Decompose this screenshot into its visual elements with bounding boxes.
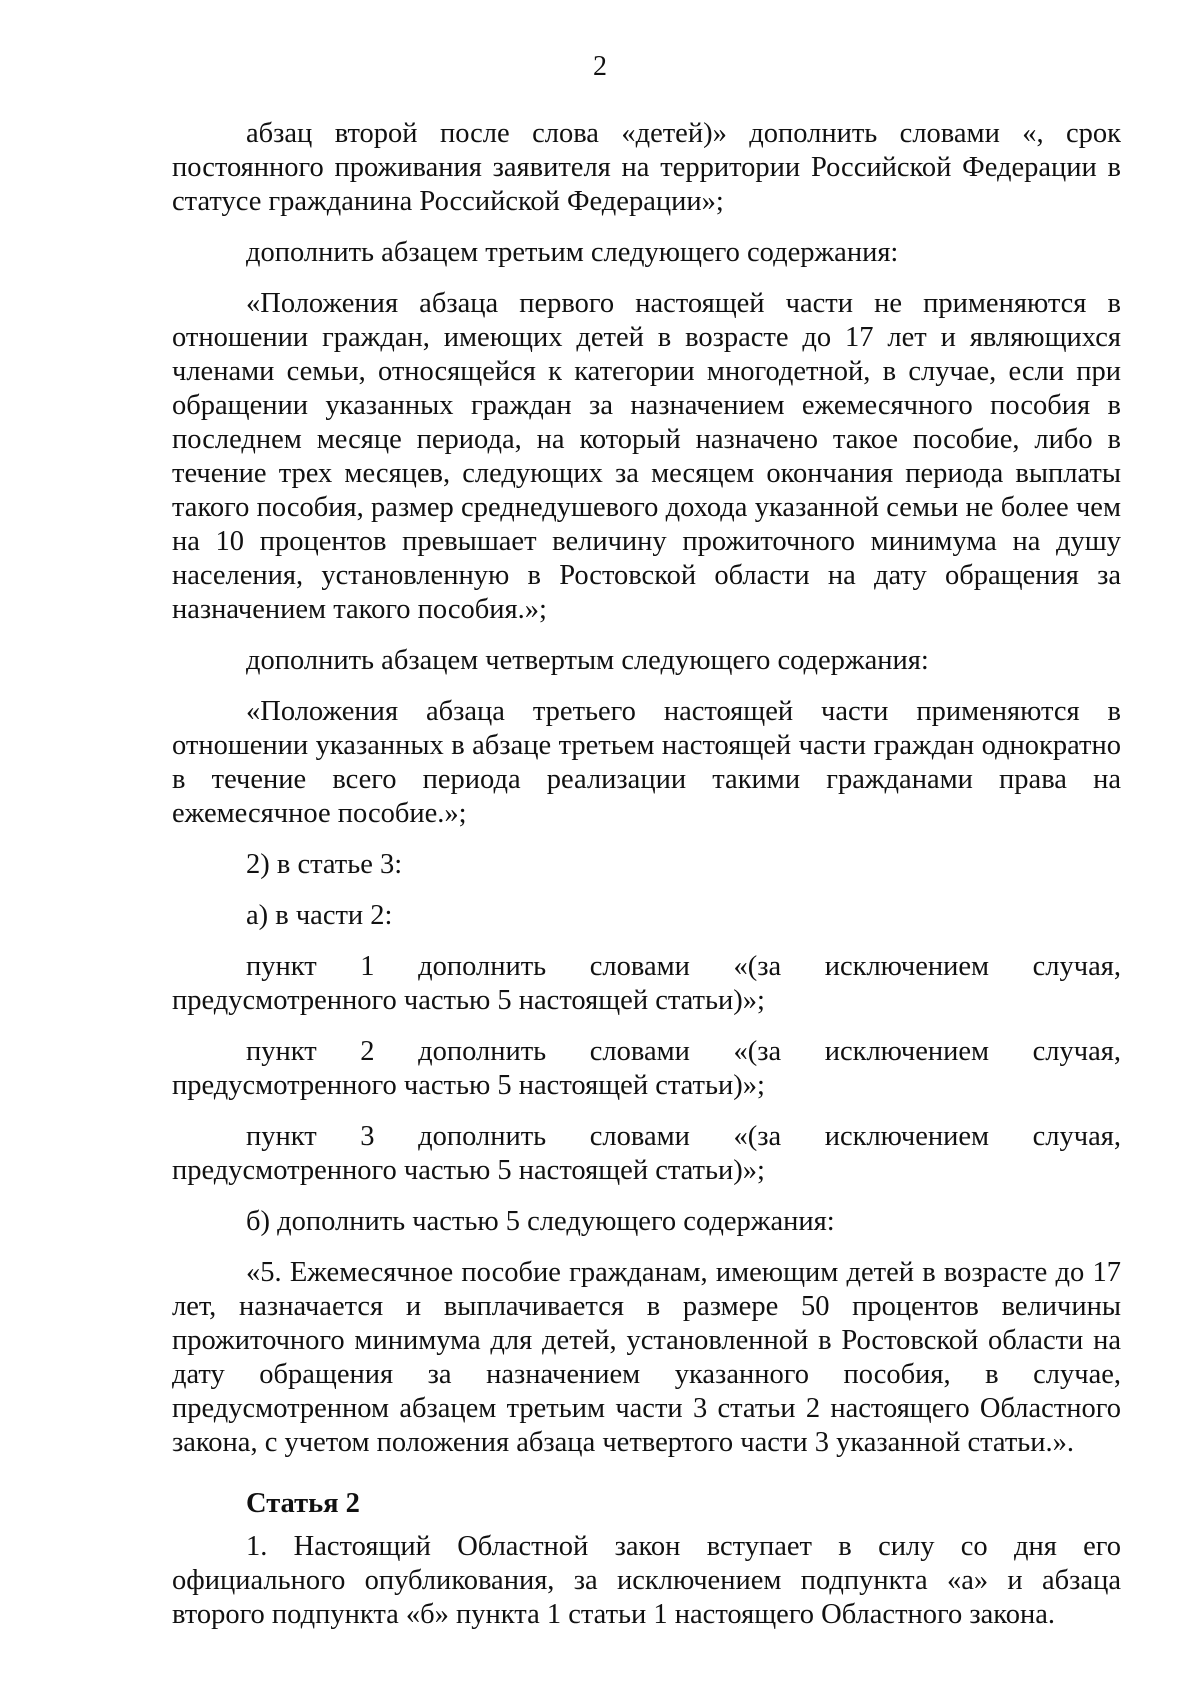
- paragraph: «5. Ежемесячное пособие гражданам, имеющим детей в возрасте до 17 лет, назначается и выплачивается в размере 50 процентов величины прожиточного минимума для детей, установленной в Ростовской области на дату обращения за назначением указанного пособия, в случае, предусмотренном абзацем третьим части 3 статьи 2 настоящего Областного закона, с учетом положения абзаца четвертого части 3 указанной статьи.».: [172, 1257, 1121, 1458]
- paragraph: дополнить абзацем третьим следующего содержания:: [246, 237, 899, 268]
- paragraph: 1. Настоящий Областной закон вступает в силу со дня его официального опубликования, за исключением подпункта «а» и абзаца второго подпункта «б» пункта 1 статьи 1 настоящего Областного закона.: [172, 1531, 1121, 1630]
- paragraph: «Положения абзаца первого настоящей части не применяются в отношении граждан, имеющих детей в возрасте до 17 лет и являющихся членами семьи, относящейся к категории многодетной, в случае, если при обращении указанных граждан за назначением ежемесячного пособия в последнем месяце периода, на который назначено такое пособие, либо в течение трех месяцев, следующих за месяцем окончания периода выплаты такого пособия, размер среднедушевого дохода указанной семьи не более чем на 10 процентов превышает величину прожиточного минимума на душу населения, установленную в Ростовской области на дату обращения за назначением такого пособия.»;: [172, 288, 1121, 625]
- page-number: 2: [593, 51, 607, 82]
- paragraph: «Положения абзаца третьего настоящей части применяются в отношении указанных в абзаце третьем настоящей части граждан однократно в течение всего периода реализации такими гражданами права на ежемесячное пособие.»;: [172, 696, 1121, 829]
- document-body: [172, 117, 1121, 1649]
- paragraph: а) в части 2:: [246, 900, 393, 931]
- paragraph: пункт 3 дополнить словами «(за исключением случая, предусмотренного частью 5 настоящей статьи)»;: [172, 1121, 1121, 1186]
- paragraph: пункт 1 дополнить словами «(за исключением случая, предусмотренного частью 5 настоящей статьи)»;: [172, 951, 1121, 1016]
- paragraph: б) дополнить частью 5 следующего содержания:: [246, 1206, 835, 1237]
- paragraph: пункт 2 дополнить словами «(за исключением случая, предусмотренного частью 5 настоящей статьи)»;: [172, 1036, 1121, 1101]
- paragraph: абзац второй после слова «детей)» дополнить словами «, срок постоянного проживания заявителя на территории Российской Федерации в статусе гражданина Российской Федерации»;: [172, 118, 1121, 217]
- article-heading: Статья 2: [246, 1488, 360, 1519]
- paragraph: 2) в статье 3:: [246, 849, 403, 880]
- paragraph: дополнить абзацем четвертым следующего содержания:: [246, 645, 929, 676]
